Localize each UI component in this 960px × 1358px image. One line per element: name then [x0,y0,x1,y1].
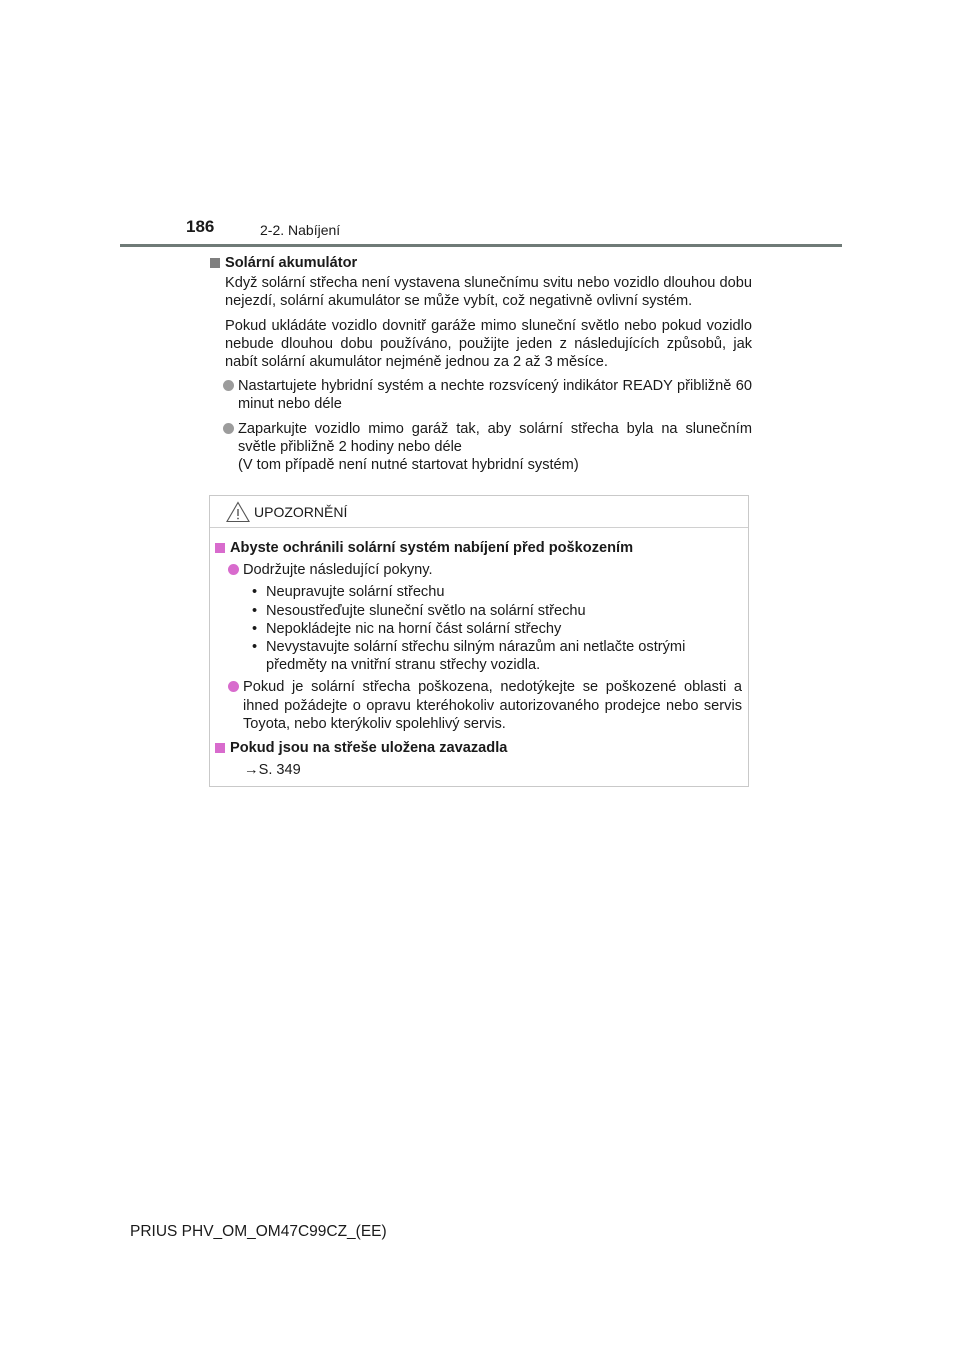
solar-heading: Solární akumulátor [225,255,358,271]
page-reference: →S. 349 [244,762,301,779]
page-number: 186 [186,217,215,236]
bullet-item: • Nevystavujte solární střechu silným nárazům ani netlačte ostrými předměty na vnitřní stranu střechy vozidla. [252,639,686,674]
caution-heading-1: Abyste ochránili solární systém nabíjení před poškozením [230,540,634,556]
bullet-list [215,583,742,674]
square-icon [215,743,225,753]
list-item-text: Dodržujte následující pokyny. [243,562,433,579]
list-item [210,377,752,413]
list-item [215,561,742,579]
list-item-text: Nastartujete hybridní systém a nechte rozsvícený indikátor READY přibližně 60 minut nebo déle [238,378,752,413]
document-id: PRIUS PHV_OM_OM47C99CZ_(EE) [130,1223,387,1240]
solar-battery-section [210,254,752,474]
warning-triangle-icon [226,501,250,523]
page-header [0,214,960,244]
caution-heading-row [215,739,742,757]
header-divider [120,244,842,247]
caution-heading-2: Pokud jsou na střeše uložena zavazadla [230,740,508,757]
list-item [210,420,752,475]
bullet-item: • Nesoustřeďujte sluneční světlo na solární střechu [252,602,586,619]
circle-icon [223,423,234,434]
caution-box [209,495,749,787]
caution-title: UPOZORNĚNÍ [254,504,348,520]
circle-icon [223,380,234,391]
solar-para-2: Pokud ukládáte vozidlo dovnitř garáže mimo sluneční světlo nebo pokud vozidlo nebude dlouhou dobu používáno, použijte jeden z následujících způsobů, jak nabít solární akumulátor nejméně jednou za 2 až 3 měsíce. [225,317,752,371]
square-icon [215,543,225,553]
caution-header [210,496,748,528]
list-item [215,678,742,733]
list-item-text: Pokud je solární střecha poškozena, nedotýkejte se poškozené oblasti a ihned požádejte o opravu kteréhokoliv autorizovaného prodejce nebo servis Toyota, nebo kterýkoliv spolehlivý servis. [243,679,742,732]
list-item-text: Zaparkujte vozidlo mimo garáž tak, aby solární střecha byla na slunečním světle přibližně 2 hodiny nebo déle [238,420,752,455]
square-icon [210,258,220,268]
bullet-item: • Neupravujte solární střechu [252,584,445,601]
list-item-note: (V tom případě není nutné startovat hybridní systém) [238,457,579,474]
bullet-item: • Nepokládejte nic na horní část solární střechy [252,620,562,637]
solar-para-1: Když solární střecha není vystavena slunečnímu svitu nebo vozidlo dlouhou dobu nejezdí, solární akumulátor se může vybít, což negativně ovlivní systém. [225,275,752,310]
section-title: 2-2. Nabíjení [260,222,341,238]
circle-icon [228,681,239,692]
solar-heading-row [210,254,752,272]
circle-icon [228,564,239,575]
caution-heading-row [215,539,742,557]
caution-body [210,528,748,779]
